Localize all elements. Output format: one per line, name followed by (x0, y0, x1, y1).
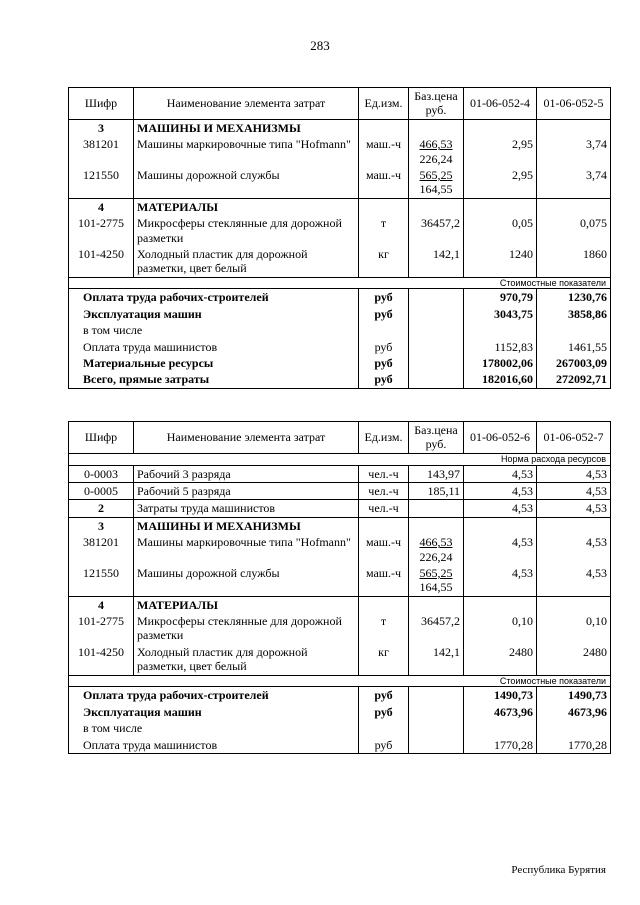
header-unit: Ед.изм. (359, 88, 409, 120)
summary-value-2: 272092,71 (537, 371, 611, 388)
row-value-1: 4,53 (464, 565, 537, 596)
row-value-2: 4,53 (537, 465, 611, 482)
row-name: Рабочий 3 разряда (134, 465, 359, 482)
row-value-1: 2480 (464, 644, 537, 675)
row-name: Холодный пластик для дорожной разметки, цвет белый (134, 246, 359, 277)
table-row (69, 136, 611, 167)
table-row (69, 613, 611, 644)
row-name: Микросферы стеклянные для дорожной разметки (134, 215, 359, 246)
row-code: 0-0003 (69, 465, 134, 482)
summary-value-1: 970,79 (464, 289, 537, 306)
row-code: 101-4250 (69, 644, 134, 675)
row-value-1: 4,53 (464, 500, 537, 517)
row-value-2: 0,075 (537, 215, 611, 246)
section-title: МАШИНЫ И МЕХАНИЗМЫ (134, 517, 359, 534)
section-title: МАТЕРИАЛЫ (134, 198, 359, 215)
header-price: Баз.цена руб. (409, 88, 464, 120)
row-price: 142,1 (409, 644, 464, 675)
summary-row (69, 322, 611, 338)
summary-row (69, 339, 611, 355)
row-value-1: 2,95 (464, 167, 537, 198)
summary-value-1: 4673,96 (464, 704, 537, 720)
row-price: 565,25 (419, 565, 453, 580)
section-title: МАШИНЫ И МЕХАНИЗМЫ (134, 119, 359, 136)
row-name: Машины дорожной службы (134, 565, 359, 596)
row-price-sub: 226,24 (419, 151, 453, 166)
row-value-2: 4,53 (537, 565, 611, 596)
row-name: Затраты труда машинистов (134, 500, 359, 517)
row-price: 142,1 (409, 246, 464, 277)
summary-row (69, 355, 611, 371)
summary-unit: руб (359, 704, 409, 720)
summary-value-1: 3043,75 (464, 306, 537, 322)
section-number: 4 (69, 198, 134, 215)
cost-table-1 (68, 87, 611, 389)
row-code: 381201 (69, 534, 134, 565)
summary-value-2: 3858,86 (537, 306, 611, 322)
summary-name: Эксплуатация машин (69, 704, 359, 720)
row-value-2: 2480 (537, 644, 611, 675)
row-value-1: 2,95 (464, 136, 537, 167)
summary-unit: руб (359, 289, 409, 306)
row-value-1: 0,05 (464, 215, 537, 246)
section-number: 3 (69, 517, 134, 534)
section-row (69, 596, 611, 613)
section-row (69, 119, 611, 136)
table-row (69, 500, 611, 517)
summary-value-1: 182016,60 (464, 371, 537, 388)
summary-unit: руб (359, 339, 409, 355)
summary-row (69, 306, 611, 322)
summary-unit: руб (359, 355, 409, 371)
summary-row (69, 371, 611, 388)
summary-row (69, 289, 611, 306)
row-code: 121550 (69, 565, 134, 596)
table-row (69, 644, 611, 675)
summary-name: Оплата труда рабочих-строителей (69, 289, 359, 306)
summary-value-2: 1490,73 (537, 687, 611, 704)
cost-indicators-label: Стоимостные показатели (69, 277, 611, 289)
resource-norm-label: Норма расхода ресурсов (69, 453, 611, 465)
row-code: 0-0005 (69, 482, 134, 499)
summary-name: Материальные ресурсы (69, 355, 359, 371)
row-price: 143,97 (409, 465, 464, 482)
summary-value-1: 1490,73 (464, 687, 537, 704)
table-row (69, 167, 611, 198)
row-unit: чел.-ч (359, 482, 409, 499)
summary-value-2: 1230,76 (537, 289, 611, 306)
header-col2: 01-06-052-7 (537, 422, 611, 454)
row-value-1: 4,53 (464, 465, 537, 482)
row-price: 466,53 (419, 137, 453, 152)
section-row (69, 517, 611, 534)
row-unit: маш.-ч (359, 136, 409, 167)
summary-value-1: 1152,83 (464, 339, 537, 355)
row-code: 101-4250 (69, 246, 134, 277)
row-value-1: 4,53 (464, 482, 537, 499)
page-number: 283 (310, 38, 330, 53)
table-row (69, 565, 611, 596)
row-price: 565,25 (419, 167, 453, 182)
summary-name: Всего, прямые затраты (69, 371, 359, 388)
summary-name: Оплата труда машинистов (69, 339, 359, 355)
row-unit: кг (359, 644, 409, 675)
row-value-2: 3,74 (537, 167, 611, 198)
row-unit: чел.-ч (359, 465, 409, 482)
summary-unit: руб (359, 737, 409, 754)
summary-unit: руб (359, 371, 409, 388)
header-col2: 01-06-052-5 (537, 88, 611, 120)
row-price: 36457,2 (409, 215, 464, 246)
summary-row (69, 720, 611, 736)
row-price: 185,11 (409, 482, 464, 499)
summary-value-2: 1461,55 (537, 339, 611, 355)
row-value-2: 0,10 (537, 613, 611, 644)
row-value-2: 4,53 (537, 482, 611, 499)
summary-name: Оплата труда машинистов (69, 737, 359, 754)
table-header-row (69, 422, 611, 454)
cost-indicators-label-row (69, 675, 611, 687)
row-value-1: 0,10 (464, 613, 537, 644)
cost-table-2 (68, 421, 611, 754)
row-name: Машины маркировочные типа "Hofmann" (134, 534, 359, 565)
row-price: 36457,2 (409, 613, 464, 644)
table-row (69, 246, 611, 277)
summary-row (69, 704, 611, 720)
table-row (69, 465, 611, 482)
table-header-row (69, 88, 611, 120)
cost-indicators-label: Стоимостные показатели (69, 675, 611, 687)
section-number: 3 (69, 119, 134, 136)
summary-value-2: 1770,28 (537, 737, 611, 754)
row-value-2: 4,53 (537, 534, 611, 565)
table-row (69, 482, 611, 499)
row-code: 381201 (69, 136, 134, 167)
row-name: Холодный пластик для дорожной разметки, цвет белый (134, 644, 359, 675)
row-name: Машины дорожной службы (134, 167, 359, 198)
summary-value-2: 267003,09 (537, 355, 611, 371)
row-code: 121550 (69, 167, 134, 198)
header-code: Шифр (69, 422, 134, 454)
summary-value-1: 178002,06 (464, 355, 537, 371)
summary-value-2: 4673,96 (537, 704, 611, 720)
row-value-1: 4,53 (464, 534, 537, 565)
row-value-2: 3,74 (537, 136, 611, 167)
row-value-2: 4,53 (537, 500, 611, 517)
table-row (69, 534, 611, 565)
header-unit: Ед.изм. (359, 422, 409, 454)
summary-name: в том числе (69, 720, 359, 736)
section-row (69, 198, 611, 215)
header-price: Баз.цена руб. (409, 422, 464, 454)
row-unit: чел.-ч (359, 500, 409, 517)
row-value-1: 1240 (464, 246, 537, 277)
summary-name: в том числе (69, 322, 359, 338)
row-unit: т (359, 215, 409, 246)
row-price-sub: 164,55 (419, 182, 453, 197)
header-name: Наименование элемента затрат (134, 422, 359, 454)
row-name: Рабочий 5 разряда (134, 482, 359, 499)
footer-region: Республика Бурятия (511, 864, 606, 876)
summary-row (69, 737, 611, 754)
summary-value-1: 1770,28 (464, 737, 537, 754)
resource-norm-label-row (69, 453, 611, 465)
table-row (69, 215, 611, 246)
row-unit: кг (359, 246, 409, 277)
row-code: 101-2775 (69, 215, 134, 246)
row-name: Микросферы стеклянные для дорожной разметки (134, 613, 359, 644)
header-col1: 01-06-052-4 (464, 88, 537, 120)
summary-name: Оплата труда рабочих-строителей (69, 687, 359, 704)
row-price-sub: 164,55 (419, 580, 453, 595)
row-price-sub: 226,24 (419, 549, 453, 564)
summary-unit: руб (359, 306, 409, 322)
row-code: 101-2775 (69, 613, 134, 644)
section-title: МАТЕРИАЛЫ (134, 596, 359, 613)
row-code: 2 (69, 500, 134, 517)
header-col1: 01-06-052-6 (464, 422, 537, 454)
row-unit: маш.-ч (359, 167, 409, 198)
cost-indicators-label-row (69, 277, 611, 289)
row-unit: т (359, 613, 409, 644)
row-unit: маш.-ч (359, 565, 409, 596)
header-name: Наименование элемента затрат (134, 88, 359, 120)
summary-row (69, 687, 611, 704)
section-number: 4 (69, 596, 134, 613)
summary-name: Эксплуатация машин (69, 306, 359, 322)
row-value-2: 1860 (537, 246, 611, 277)
row-name: Машины маркировочные типа "Hofmann" (134, 136, 359, 167)
summary-unit: руб (359, 687, 409, 704)
row-price: 466,53 (419, 535, 453, 550)
header-code: Шифр (69, 88, 134, 120)
row-unit: маш.-ч (359, 534, 409, 565)
